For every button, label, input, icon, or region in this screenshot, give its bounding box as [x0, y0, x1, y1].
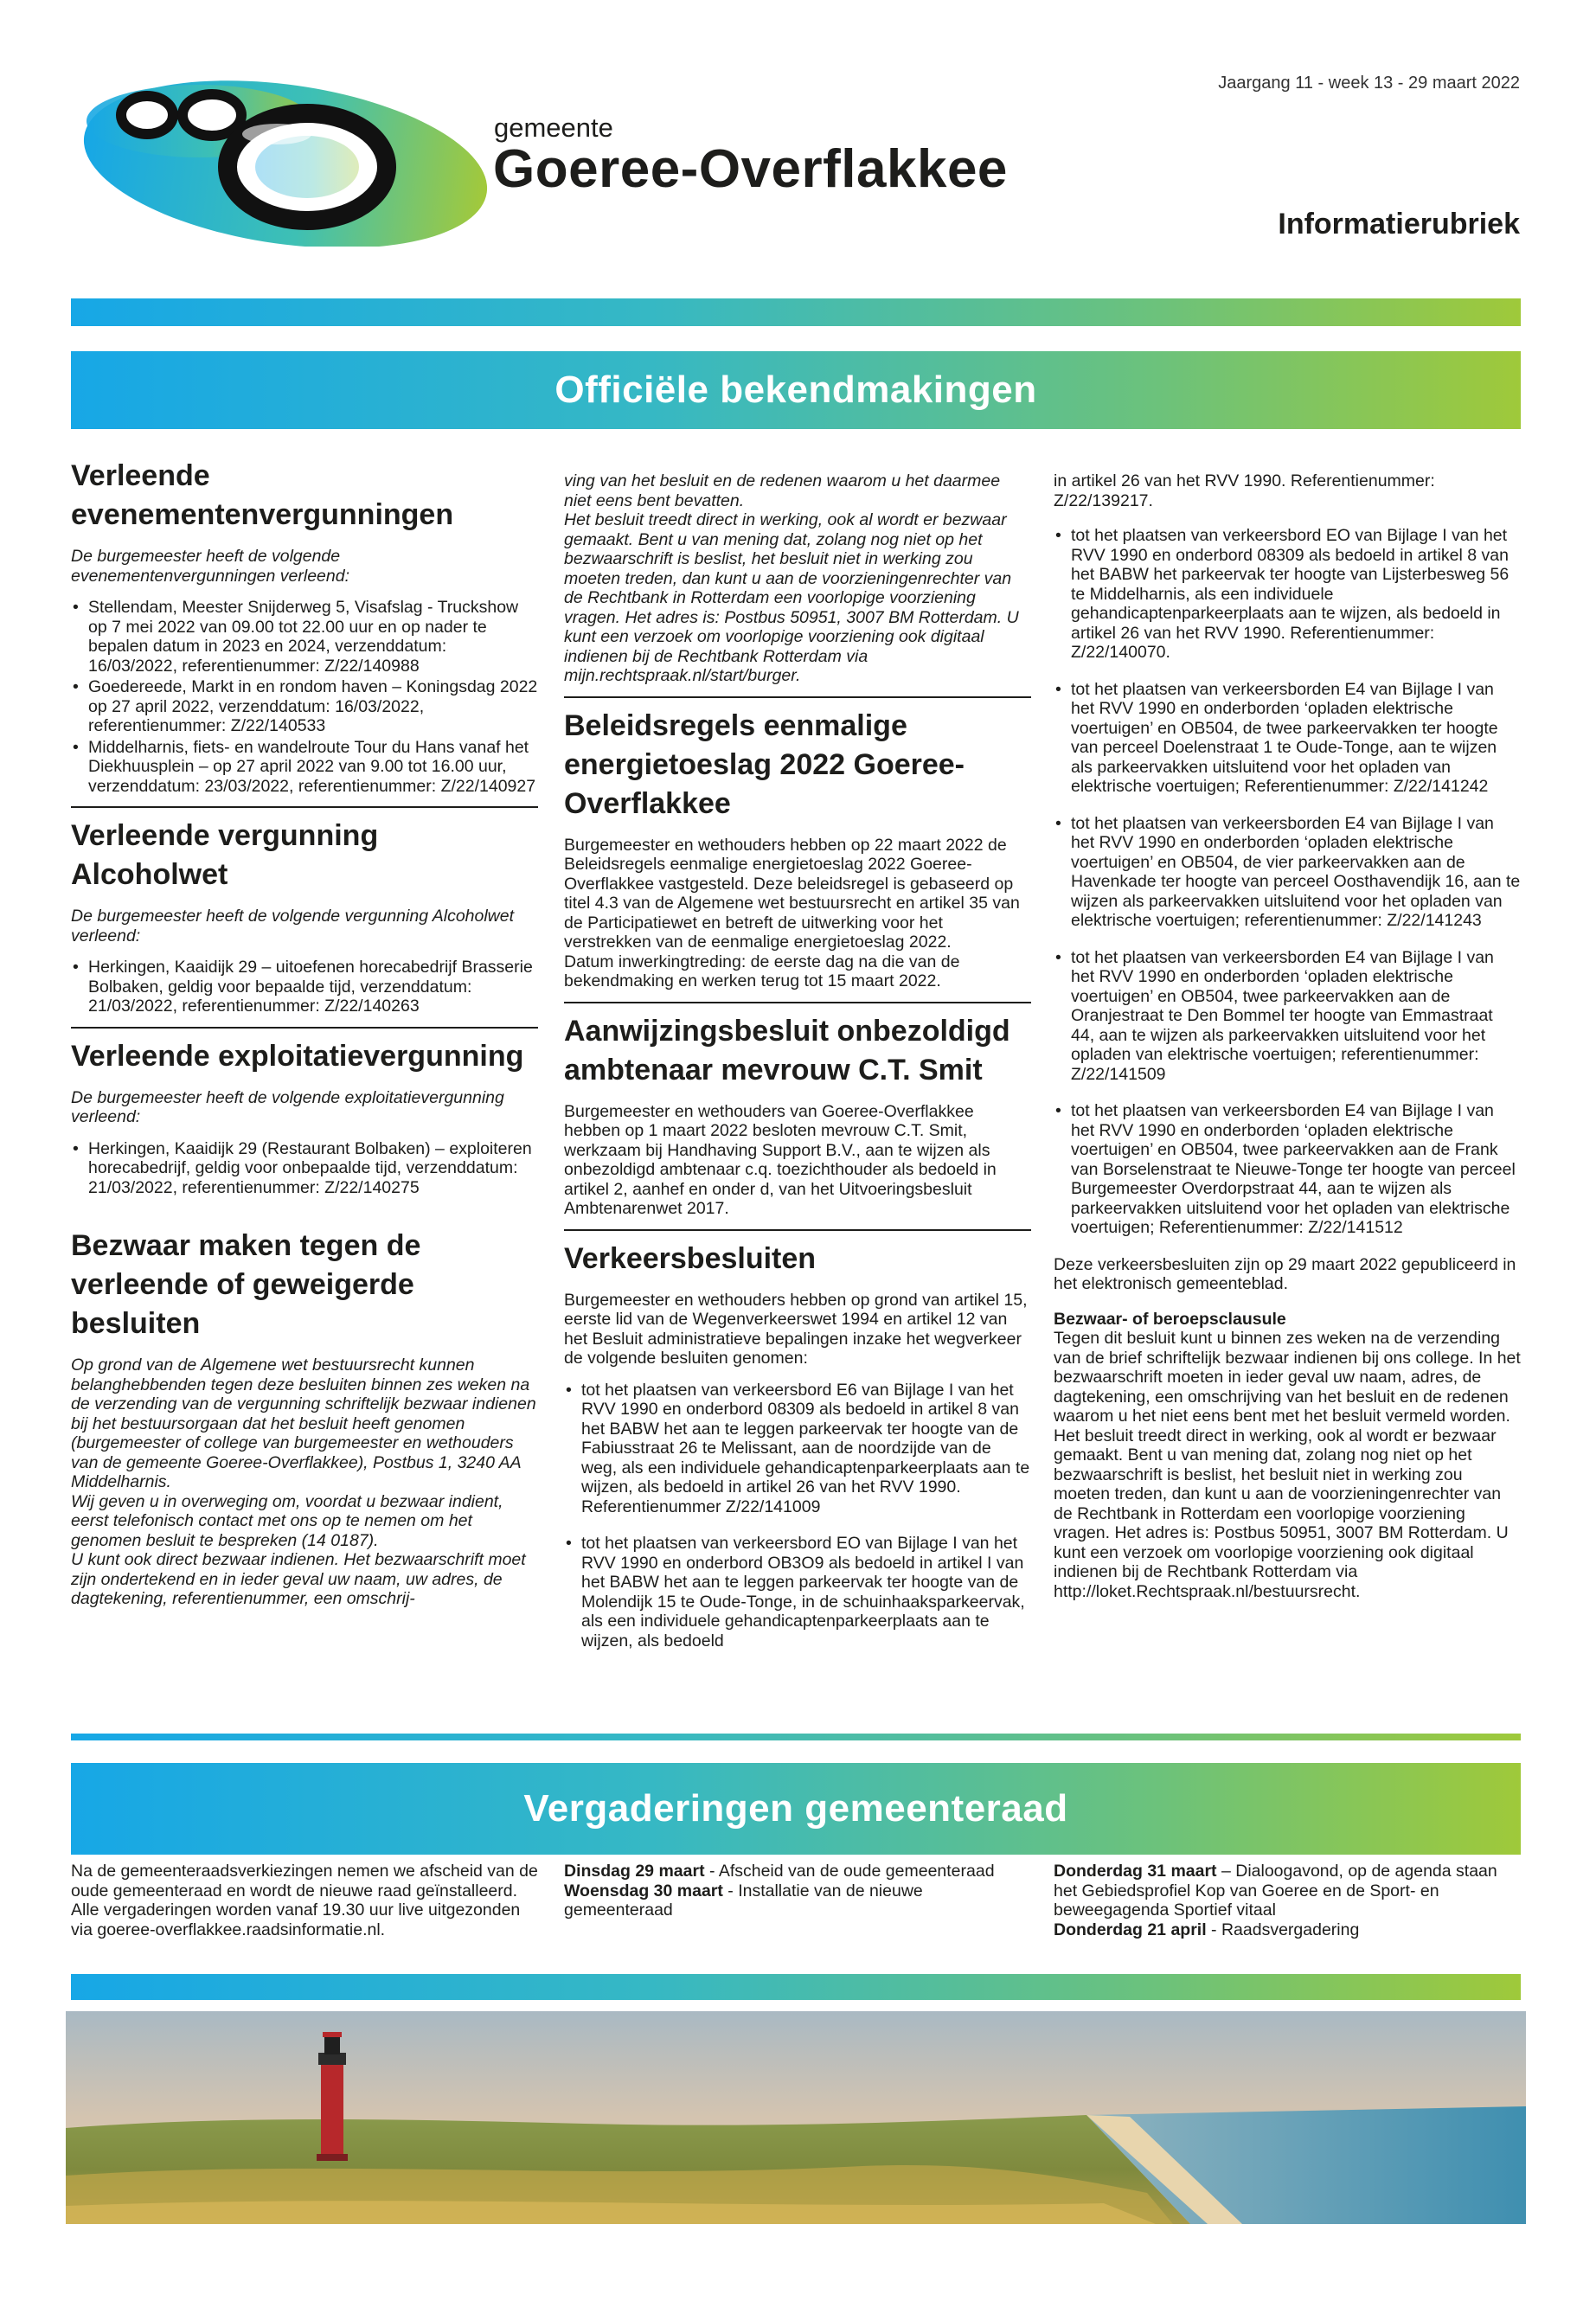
- rubric-title: Informatierubriek: [1278, 208, 1520, 240]
- list: [71, 958, 538, 1016]
- section-title: Verleende evenementenvergunningen: [71, 459, 454, 531]
- paragraph: Datum inwerkingtreding: de eerste dag na die van de bekendmaking en werken terug tot 15 maart 2022.: [564, 952, 960, 990]
- brand-prefix: gemeente: [494, 112, 613, 143]
- section-divider: [564, 696, 1031, 698]
- list-item: • tot het plaatsen van verkeersbord E6 van Bijlage I van het RVV 1990 en onderbord 08309 als bedoeld in artikel 8 van het BABW het aan te leggen parkeervak ter hoogte van de Fabiusstraat 26 te Melissant, aan de noordzijde van de weg, als een individuele gehandicaptenparkeerplaats aan te wijzen, als bedoeld in artikel 26 van het RVV 1990. Referentienummer Z/22/141009: [564, 1381, 1031, 1517]
- meeting-date: Woensdag 30 maart: [564, 1881, 723, 1900]
- gradient-divider: [71, 1734, 1521, 1740]
- section-intro: De burgemeester heeft de volgende exploitatievergunning verleend:: [71, 1087, 504, 1126]
- list-item: • Herkingen, Kaaidijk 29 – uitoefenen horecabedrijf Brasserie Bolbaken, geldig voor bepaalde tijd, verzenddatum: 21/03/2022, referentienummer: Z/22/140263: [71, 958, 538, 1016]
- meeting-text: - Afscheid van de oude gemeenteraad: [704, 1862, 995, 1881]
- gradient-divider: [71, 1974, 1521, 2000]
- banner-title: Officiële bekendmakingen: [554, 369, 1037, 411]
- paragraph: Tegen dit besluit kunt u binnen zes weken na de verzending van de brief schriftelijk bezwaar indienen bij ons college. In het bezwaarschrift moeten in ieder geval uw naam, adres, de dagtekening, een omschrijving van het besluit en de redenen waarom u het niet eens bent met het besluit vermeld worden. Het besluit treedt direct in werking, ook al wordt er bezwaar gemaakt. Bent u van mening dat, zolang nog niet op het bezwaarschrift is beslist, het besluit niet in werking zou moeten treden, dan kunt u aan de voorzieningenrechter van de Rechtbank in Rotterdam een voorlopige voorziening vragen. Het adres is: Postbus 50951, 3007 BM Rotterdam. U kunt een verzoek om voorlopige voorziening ook digitaal indienen bij de Rechtbank Rotterdam via http://loket.Rechtspraak.nl/bestuursrecht.: [1054, 1329, 1521, 1601]
- section-title: Bezwaar maken tegen de verleende of geweigerde besluiten: [71, 1229, 421, 1340]
- edition-line: Jaargang 11 - week 13 - 29 maart 2022: [1218, 74, 1520, 93]
- paragraph: Wij geven u in overweging om, voordat u bezwaar indient, eerst telefonisch contact met ons op te nemen om het genomen besluit te bespreken (14 0187).: [71, 1491, 503, 1550]
- paragraph: Burgemeester en wethouders van Goeree-Overflakkee hebben op 1 maart 2022 besloten mevrouw C.T. Smit, werkzaam bij Handhaving Support B.V., aan te wijzen als onbezoldigd ambtenaar c.q. toezichthouder als bedoeld in artikel 2, aanhef en onder d, van het Uitvoeringsbesluit Ambtenarenwet 2017.: [564, 1101, 997, 1218]
- list: [1054, 526, 1521, 1238]
- section-title: Verkeersbesluiten: [564, 1241, 817, 1275]
- list-item: • tot het plaatsen van verkeersborden E4 van Bijlage I van het RVV 1990 en onderborden ‘opladen elektrische voertuigen’ en OB504, twee parkeervakken aan de Oranjestraat te Den Bommel ter hoogte van Emmastraat 44, aan te wijzen als parkeervakken uitsluitend voor het opladen van elektrische voertuigen; referentienummer: Z/22/141509: [1054, 948, 1521, 1085]
- section-title: Aanwijzingsbesluit onbezoldigd ambtenaar mevrouw C.T. Smit: [564, 1014, 1010, 1086]
- meeting-date: Dinsdag 29 maart: [564, 1862, 705, 1881]
- list-item: • Herkingen, Kaaidijk 29 (Restaurant Bolbaken) – exploiteren horecabedrijf, geldig voor onbepaalde tijd, verzenddatum: 21/03/2022, referentienummer: Z/22/140275: [71, 1139, 538, 1198]
- meeting-item: [1054, 1862, 1521, 1920]
- section-intro: De burgemeester heeft de volgende vergunning Alcoholwet verleend:: [71, 907, 515, 945]
- paragraph: in artikel 26 van het RVV 1990. Referentienummer: Z/22/139217.: [1054, 471, 1435, 510]
- brand-name: Goeree-Overflakkee: [493, 139, 1008, 199]
- list-item: • Stellendam, Meester Snijderweg 5, Visafslag - Truckshow op 7 mei 2022 van 09.00 tot 22.00 uur en op nader te bepalen datum in 2023 en 2024, verzenddatum: 16/03/2022, referentienummer: Z/22/140988: [71, 598, 538, 676]
- section-divider: [564, 1002, 1031, 1003]
- meeting-text: – Dialoogavond, op de agenda staan het Gebiedsprofiel Kop van Goeree en de Sport- en beweegagenda Sportief vitaal: [1054, 1862, 1497, 1920]
- section-intro: De burgemeester heeft de volgende evenementenvergunningen verleend:: [71, 547, 349, 586]
- banner-title: Vergaderingen gemeenteraad: [523, 1787, 1068, 1830]
- meetings-list-1: [564, 1862, 1031, 1920]
- lighthouse-dunes-photo: [66, 2011, 1526, 2224]
- column-2: [564, 471, 1031, 1657]
- clause-title: Bezwaar- of beroepsclausule: [1054, 1309, 1286, 1329]
- paragraph: U kunt ook direct bezwaar indienen. Het bezwaarschrift moet zijn ondertekend en in ieder geval uw naam, uw adres, de dagtekening, referentienummer, een omschrij-: [71, 1550, 526, 1608]
- meetings-list-2: [1054, 1862, 1521, 1939]
- list: [564, 1381, 1031, 1651]
- paragraph: Het besluit treedt direct in werking, ook al wordt er bezwaar gemaakt. Bent u van mening dat, zolang nog niet op het bezwaarschrift is beslist, het besluit niet in werking zou moeten treden, dan kunt u aan de voorzieningenrechter van de Rechtbank in Rotterdam een voorlopige voorziening vragen. Het adres is: Postbus 50951, 3007 BM Rotterdam. U kunt een verzoek om voorlopige voorziening ook digitaal indienen bij de Rechtbank Rotterdam via mijn.rechtspraak.nl/start/burger.: [564, 510, 1019, 685]
- paragraph: Op grond van de Algemene wet bestuursrecht kunnen belanghebbenden tegen deze besluiten binnen zes weken na de verzending van de vergunning schriftelijk bezwaar indienen bij het bestuursorgaan dat het besluit heeft genomen (burgemeester of college van burgemeester en wethouders van de gemeente Goeree-Overflakkee), Postbus 1, 3240 AA Middelharnis.: [71, 1356, 536, 1491]
- paragraph: Deze verkeersbesluiten zijn op 29 maart 2022 gepubliceerd in het elektronisch gemeenteblad.: [1054, 1254, 1516, 1293]
- meeting-item: [564, 1881, 1031, 1920]
- meeting-date: Donderdag 21 april: [1054, 1920, 1207, 1939]
- section-divider: [71, 806, 538, 808]
- meeting-date: Donderdag 31 maart: [1054, 1862, 1217, 1881]
- gemeente-logo: [69, 74, 493, 247]
- list-item: • tot het plaatsen van verkeersbord EO van Bijlage I van het RVV 1990 en onderbord OB3O9 als bedoeld in artikel I van het BABW het aan te leggen parkeervak ter hoogte van de Molendijk 15 te Oude-Tonge, in de schuinhaaksparkeervak, als een individuele gehandicaptenparkeerplaats aan te wijzen, als bedoeld: [564, 1534, 1031, 1650]
- banner-meetings: [71, 1763, 1521, 1855]
- list: [71, 1139, 538, 1198]
- banner-official: [71, 351, 1521, 429]
- paragraph: Burgemeester en wethouders hebben op grond van artikel 15, eerste lid van de Wegenverkeerswet 1994 en artikel 12 van het Besluit administratieve bepalingen inzake het wegverkeer de volgende besluiten genomen:: [564, 1290, 1028, 1368]
- list-item: • tot het plaatsen van verkeersborden E4 van Bijlage I van het RVV 1990 en onderborden ‘opladen elektrische voertuigen’ en OB504, twee parkeervakken aan de Frank van Borselenstraat te Nieuwe-Tonge ter hoogte van perceel Burgemeester Overdorpstraat 44, aan te wijzen als parkeervakken uitsluitend voor het opladen van elektrische voertuigen; Referentienummer: Z/22/141512: [1054, 1101, 1521, 1238]
- list-item: • Middelharnis, fiets- en wandelroute Tour du Hans vanaf het Diekhuusplein – op 27 april 2022 van 9.00 tot 16.00 uur, verzenddatum: 23/03/2022, referentienummer: Z/22/140927: [71, 738, 538, 797]
- column-3: [1054, 471, 1521, 1601]
- section-title: Verleende exploitatievergunning: [71, 1039, 524, 1073]
- meeting-text: - Installatie van de nieuwe gemeenteraad: [564, 1881, 923, 1920]
- section-divider: [564, 1229, 1031, 1231]
- meeting-text: - Raadsvergadering: [1206, 1920, 1360, 1939]
- paragraph: Burgemeester en wethouders hebben op 22 maart 2022 de Beleidsregels eenmalige energietoeslag 2022 Goeree-Overflakkee vastgesteld. Deze beleidsregel is gebaseerd op titel 4.3 van de Algemene wet bestuursrecht en artikel 35 van de Participatiewet en betreft de uitwerking voor het verstrekken van de eenmalige energietoeslag 2022.: [564, 835, 1020, 952]
- paragraph: Na de gemeenteraadsverkiezingen nemen we afscheid van de oude gemeenteraad en wordt de nieuwe raad geïnstalleerd. Alle vergaderingen worden vanaf 19.30 uur live uitgezonden via goeree-overflakkee.raadsinformatie.nl.: [71, 1862, 538, 1939]
- list-item: • tot het plaatsen van verkeersbord EO van Bijlage I van het RVV 1990 en onderbord 08309 als bedoeld in artikel 8 van het BABW het parkeervak ter hoogte van Lijsterbesweg 56 te Middelharnis, als een individuele gehandicaptenparkeerplaats aan te wijzen, als bedoeld in artikel 26 van het RVV 1990. Referentienummer: Z/22/140070.: [1054, 526, 1521, 663]
- meetings-intro: [71, 1862, 538, 1939]
- list-item: • Goedereede, Markt in en rondom haven – Koningsdag 2022 op 27 april 2022, verzenddatum: 16/03/2022, referentienummer: Z/22/140533: [71, 677, 538, 736]
- section-title: Beleidsregels eenmalige energietoeslag 2022 Goeree-Overflakkee: [564, 708, 965, 820]
- meeting-item: [564, 1862, 1031, 1881]
- gradient-divider: [71, 298, 1521, 326]
- section-title: Verleende vergunning Alcoholwet: [71, 819, 379, 891]
- section-divider: [71, 1027, 538, 1029]
- list: [71, 598, 538, 796]
- list-item: • tot het plaatsen van verkeersborden E4 van Bijlage I van het RVV 1990 en onderborden ‘opladen elektrische voertuigen’ en OB504, de twee parkeervakken ter hoogte van perceel Doelenstraat 1 te Oude-Tonge, aan te wijzen als parkeervakken uitsluitend voor het opladen van elektrische voertuigen; Referentienummer: Z/22/141242: [1054, 680, 1521, 797]
- meeting-item: [1054, 1920, 1521, 1940]
- list-item: • tot het plaatsen van verkeersborden E4 van Bijlage I van het RVV 1990 en onderborden ‘opladen elektrische voertuigen’ en OB504, de vier parkeervakken aan de Havenkade ter hoogte van perceel Oosthavendijk 16, aan te wijzen als parkeervakken uitsluitend voor het opladen van elektrische voertuigen; referentienummer: Z/22/141243: [1054, 814, 1521, 931]
- column-1: [71, 450, 538, 1609]
- paragraph: ving van het besluit en de redenen waarom u het daarmee niet eens bent bevatten.: [564, 471, 1001, 510]
